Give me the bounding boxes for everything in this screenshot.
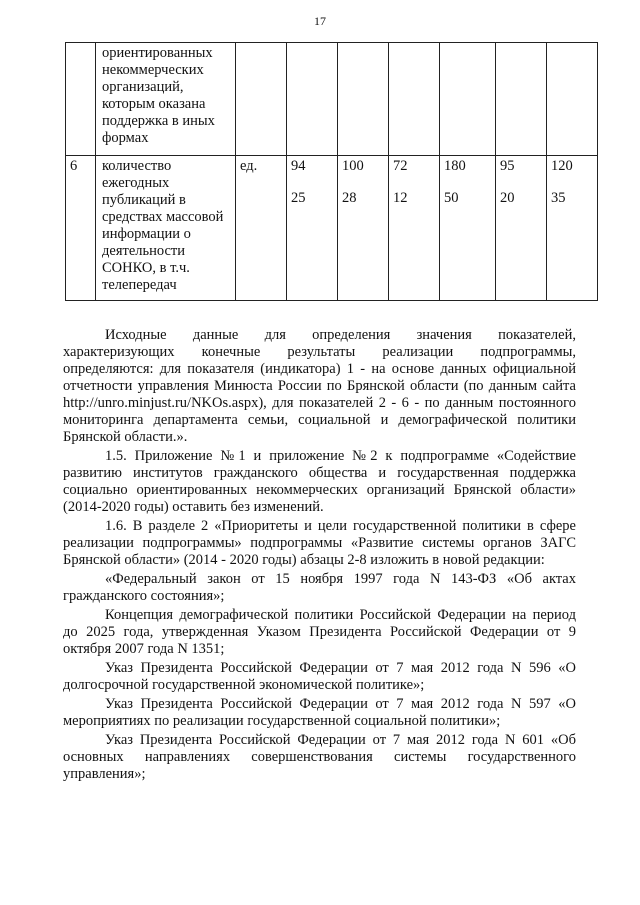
paragraph-decree-601: Указ Президента Российской Федерации от 7 мая 2012 года N 601 «Об основных направлениях совершенствования системы государственного управления»; xyxy=(63,732,576,782)
value-cell xyxy=(389,43,440,156)
value-cell xyxy=(440,156,496,301)
row-num-cell: 6 xyxy=(66,156,96,301)
indicator-name-cell: количество ежегодных публикаций в средствах массовой информации о деятельности СОНКО, в т.ч. телепередач xyxy=(96,156,236,301)
body-text xyxy=(63,327,576,785)
value-tv: 12 xyxy=(393,190,408,206)
unit-cell xyxy=(236,43,287,156)
table-row-continuation xyxy=(66,43,598,156)
paragraph-concept: Концепция демографической политики Российской Федерации на период до 2025 года, утвержденная Указом Президента Российской Федерации от 9 октября 2007 года N 1351; xyxy=(63,607,576,657)
value-cell xyxy=(496,156,547,301)
value-cell xyxy=(547,43,598,156)
value-total: 95 xyxy=(500,158,515,174)
value-tv: 50 xyxy=(444,190,459,206)
value-total: 180 xyxy=(444,158,466,174)
value-cell xyxy=(287,156,338,301)
unit-cell: ед. xyxy=(236,156,287,301)
paragraph-decree-597: Указ Президента Российской Федерации от 7 мая 2012 года N 597 «О мероприятиях по реализации государственной социальной политики»; xyxy=(63,696,576,729)
value-cell xyxy=(389,156,440,301)
value-tv: 20 xyxy=(500,190,515,206)
row-num-cell xyxy=(66,43,96,156)
value-cell xyxy=(287,43,338,156)
paragraph-decree-596: Указ Президента Российской Федерации от 7 мая 2012 года N 596 «О долгосрочной государственной экономической политике»; xyxy=(63,660,576,693)
value-total: 72 xyxy=(393,158,408,174)
value-total: 100 xyxy=(342,158,364,174)
value-tv: 25 xyxy=(291,190,306,206)
indicators-table xyxy=(65,42,598,301)
value-cell xyxy=(338,43,389,156)
page-number: 17 xyxy=(314,14,326,28)
value-cell xyxy=(496,43,547,156)
paragraph-source-data: Исходные данные для определения значения показателей, характеризующих конечные результаты реализации подпрограммы, определяются: для показателя (индикатора) 1 - на основе данных официальной отчетности управления Минюста России по Брянской области (по данным сайта http://unro.minjust.ru/NKOs.aspx), для показателей 2 - 6 - по данным постоянного мониторинга департамента семьи, социальной и демографической политики Брянской области.». xyxy=(63,327,576,445)
value-total: 120 xyxy=(551,158,573,174)
value-tv: 35 xyxy=(551,190,566,206)
value-tv: 28 xyxy=(342,190,357,206)
paragraph-1-6: 1.6. В разделе 2 «Приоритеты и цели государственной политики в сфере реализации подпрограммы» подпрограммы «Развитие системы органов ЗАГС Брянской области» (2014 - 2020 годы) абзацы 2-8 изложить в новой редакции: xyxy=(63,518,576,568)
table-row-6 xyxy=(66,156,598,301)
value-cell xyxy=(338,156,389,301)
value-cell xyxy=(440,43,496,156)
value-total: 94 xyxy=(291,158,306,174)
indicator-name-cell: ориентированных некоммерческих организаций, которым оказана поддержка в иных формах xyxy=(96,43,236,156)
value-cell xyxy=(547,156,598,301)
paragraph-1-5: 1.5. Приложение №1 и приложение №2 к подпрограмме «Содействие развитию институтов гражданского общества и государственная поддержка социально ориентированных некоммерческих организаций Брянской области» (2014-2020 годы) оставить без изменений. xyxy=(63,448,576,515)
paragraph-federal-law: «Федеральный закон от 15 ноября 1997 года N 143-ФЗ «Об актах гражданского состояния»; xyxy=(63,571,576,604)
